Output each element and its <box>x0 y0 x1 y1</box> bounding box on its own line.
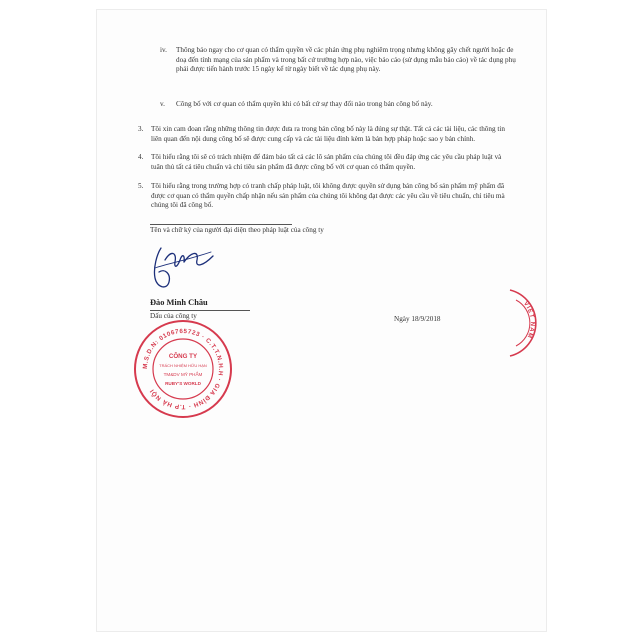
svg-text:M.S.D.N: 0106765723 · C.T.T.N. <box>142 328 224 410</box>
item-3 <box>138 125 513 144</box>
item-text: Tôi hiểu rằng trong trường hợp có tranh chấp pháp luật, tôi không được quyền sử dụng bản công bố sản phẩm mỹ phẩm đã được cơ quan có thẩm quyền chấp nhận nếu sản phẩm của chúng tôi không đạt được các yêu cầu về tiêu chuẩn, chỉ tiêu mà chúng tôi đã công bố. <box>151 182 505 210</box>
item-number: v. <box>160 100 165 108</box>
item-number: 5. <box>138 182 144 190</box>
stamp-rule <box>150 310 250 311</box>
company-seal <box>132 318 234 420</box>
seal-line: CÔNG TY <box>168 353 198 360</box>
item-number: 4. <box>138 153 144 161</box>
document-page <box>97 10 546 631</box>
seal-ring-text: M.S.D.N: 0106765723 · C.T.T.N.H.H · GIA ĐÌNH · T.P HÀ NỘI <box>141 327 225 411</box>
item-text: Tôi xin cam đoan rằng những thông tin được đưa ra trong bản công bố này là đúng sự thật. Tất cả các tài liệu, các thông tin liên quan đến nội dung công bố sẽ được cung cấp và các tài liệu đính kèm là bản hợp pháp hoặc sao y bản chính. <box>151 125 505 143</box>
item-number: iv. <box>160 46 167 54</box>
item-text: Công bố với cơ quan có thẩm quyền khi có bất cứ sự thay đổi nào trong bản công bố này. <box>176 100 433 108</box>
svg-text:VIỆT NAM <box>522 301 535 339</box>
signer-name: Đào Minh Châu <box>150 298 208 307</box>
seal-line: TRÁCH NHIỆM HỮU HẠN <box>159 363 207 368</box>
signature-rule <box>150 224 292 225</box>
item-number: 3. <box>138 125 144 133</box>
item-text: Tôi hiểu rằng tôi sẽ có trách nhiệm để đảm bảo tất cả các lô sản phẩm của chúng tôi đều đáp ứng các yêu cầu pháp luật và tuân thủ tất cả tiêu chuẩn và chỉ tiêu sản phẩm đã được công bố với cơ quan có thẩm quyền. <box>151 153 502 171</box>
handwritten-signature <box>147 238 217 296</box>
item-text: Thông báo ngay cho cơ quan có thẩm quyền về các phản ứng phụ nghiêm trọng nhưng không gây chết người hoặc đe doạ đến tính mạng của sản phẩm và trong bất cứ trường hợp nào, việc báo cáo (sử dụng mẫu báo cáo) về tác dụng phụ phải được tiến hành trước 15 ngày kể từ ngày biết về tác dụng phụ này. <box>176 46 516 74</box>
item-4 <box>138 153 513 172</box>
partial-seal <box>508 288 546 358</box>
stamp-caption: Dấu của công ty <box>150 312 197 320</box>
seal-line: TM&DV MỸ PHẨM <box>163 372 203 377</box>
signature-caption: Tên và chữ ký của người đại diện theo pháp luật của công ty <box>150 226 324 234</box>
seal-line: RUBY'S WORLD <box>165 381 201 386</box>
partial-seal-text: VIỆT NAM <box>522 300 536 340</box>
item-5 <box>138 182 513 211</box>
document-date: Ngày 18/9/2018 <box>394 315 441 323</box>
item-iv <box>160 46 516 75</box>
item-v <box>160 100 506 110</box>
